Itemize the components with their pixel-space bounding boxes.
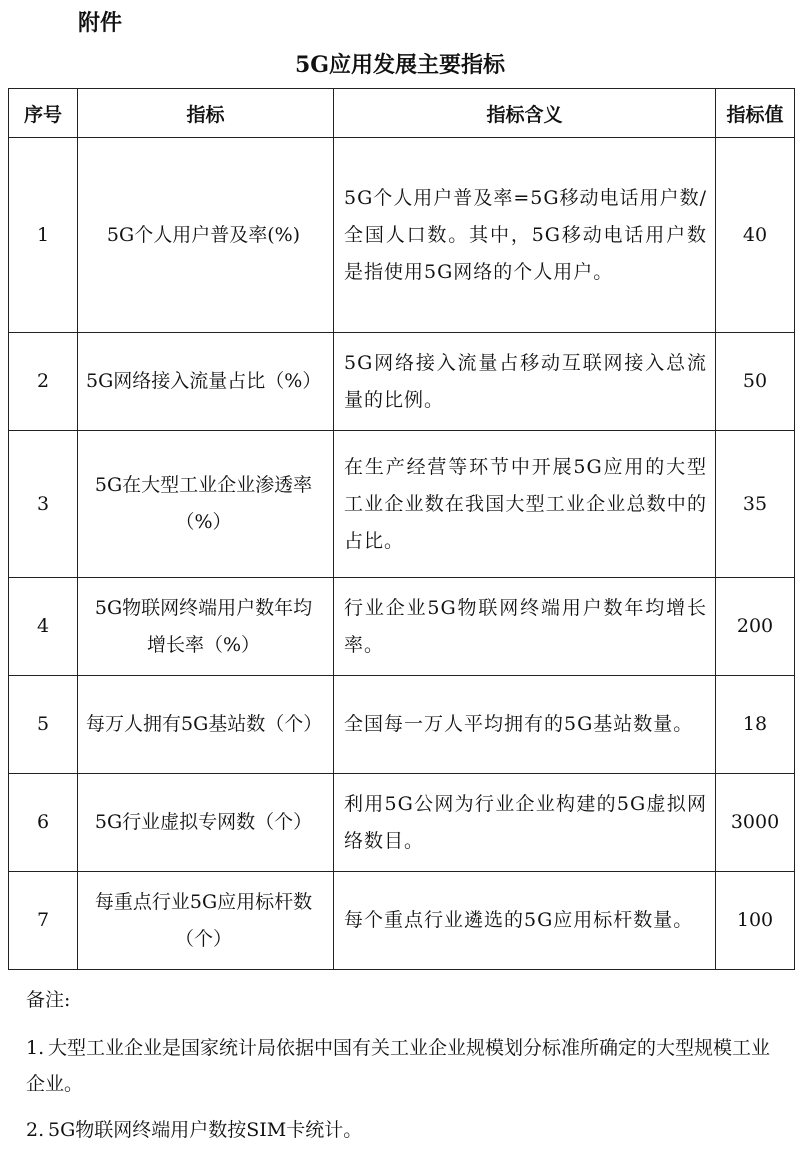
indicator-value: 50	[716, 333, 795, 431]
row-number: 4	[9, 578, 78, 676]
indicator-definition: 5G网络接入流量占移动互联网接入总流量的比例。	[334, 333, 716, 431]
note-number: 1.	[26, 1037, 45, 1059]
indicator-value: 100	[716, 872, 795, 970]
row-number: 1	[9, 138, 78, 333]
row-number: 3	[9, 431, 78, 578]
notes-label: 备注:	[26, 989, 71, 1011]
table-row	[9, 676, 795, 774]
indicator-value: 200	[716, 578, 795, 676]
row-number: 7	[9, 872, 78, 970]
indicator-name: 5G网络接入流量占比（%）	[78, 333, 334, 431]
note-text: 5G物联网终端用户数按SIM卡统计。	[48, 1119, 363, 1141]
indicator-name: 5G物联网终端用户数年均增长率（%）	[78, 578, 334, 676]
table-row	[9, 578, 795, 676]
row-number: 6	[9, 774, 78, 872]
table-row	[9, 872, 795, 970]
indicator-value: 40	[716, 138, 795, 333]
indicator-definition: 5G个人用户普及率=5G移动电话用户数/全国人口数。其中，5G移动电话用户数是指使用5G网络的个人用户。	[334, 138, 716, 333]
indicator-name: 每重点行业5G应用标杆数（个）	[78, 872, 334, 970]
header-value: 指标值	[716, 89, 795, 138]
note-text: 大型工业企业是国家统计局依据中国有关工业企业规模划分标准所确定的大型规模工业企业。	[26, 1037, 771, 1095]
row-number: 2	[9, 333, 78, 431]
table-header-row	[9, 89, 795, 138]
indicator-name: 5G个人用户普及率(%)	[78, 138, 334, 333]
note-item	[26, 1112, 786, 1148]
attachment-label: 附件	[78, 11, 123, 36]
notes-section	[26, 982, 786, 1158]
indicator-definition: 每个重点行业遴选的5G应用标杆数量。	[334, 872, 716, 970]
note-item	[26, 1030, 786, 1102]
indicator-value: 18	[716, 676, 795, 774]
indicator-definition: 全国每一万人平均拥有的5G基站数量。	[334, 676, 716, 774]
indicator-name: 每万人拥有5G基站数（个）	[78, 676, 334, 774]
indicator-name: 5G行业虚拟专网数（个）	[78, 774, 334, 872]
table-row	[9, 333, 795, 431]
indicator-value: 35	[716, 431, 795, 578]
indicator-definition: 利用5G公网为行业企业构建的5G虚拟网络数目。	[334, 774, 716, 872]
table-row	[9, 774, 795, 872]
header-no: 序号	[9, 89, 78, 138]
note-number: 2.	[26, 1119, 45, 1141]
indicator-definition: 行业企业5G物联网终端用户数年均增长率。	[334, 578, 716, 676]
indicator-name: 5G在大型工业企业渗透率（%）	[78, 431, 334, 578]
row-number: 5	[9, 676, 78, 774]
document-title: 5G应用发展主要指标	[294, 52, 506, 78]
indicator-value: 3000	[716, 774, 795, 872]
header-indicator: 指标	[78, 89, 334, 138]
table-row	[9, 138, 795, 333]
metrics-table	[8, 88, 795, 970]
indicator-definition: 在生产经营等环节中开展5G应用的大型工业企业数在我国大型工业企业总数中的占比。	[334, 431, 716, 578]
table-row	[9, 431, 795, 578]
header-definition: 指标含义	[334, 89, 716, 138]
